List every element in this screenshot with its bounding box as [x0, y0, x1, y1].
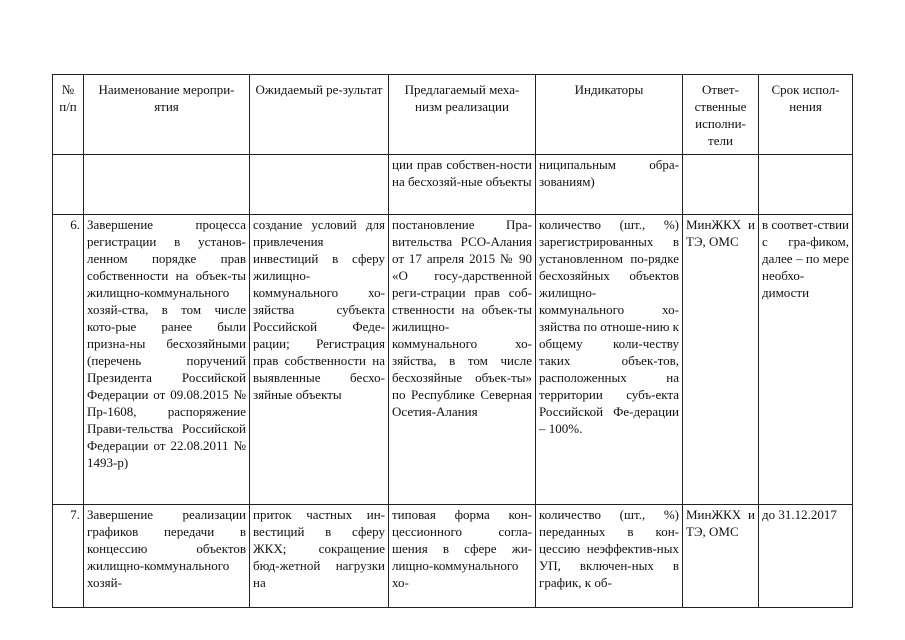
cont-deadline-cell [759, 155, 853, 215]
cont-result-cell [250, 155, 389, 215]
implementation-mechanism: типовая форма кон-цессионного согла-шения в сфере жи-лищно-коммунального хо- [389, 505, 536, 608]
cont-indicators-cell: ниципальным обра-зованиям) [536, 155, 683, 215]
indicators: количество (шт., %) зарегистрированных в установленном по-рядке бесхозяйных объектов жилищно-коммунального хо-зяйства по отноше-нию к общему коли-честву таких объек-тов, расположенных на территории субъ-екта Российской Фе-дерации – 100%. [536, 215, 683, 505]
table-row [53, 505, 853, 608]
deadline: в соответ-ствии с гра-фиком, далее – по мере необхо-димости [759, 215, 853, 505]
cont-name-cell [84, 155, 250, 215]
responsible-executors: МинЖКХ и ТЭ, ОМС [683, 505, 759, 608]
implementation-mechanism: постановление Пра-вительства РСО-Алания от 17 апреля 2015 № 90 «О госу-дарственной реги-страции прав соб-ственности на объек-ты жилищно-коммунального хо-зяйства, в том числе бесхозяйные объек-ты» по Республике Северная Осетия-Алания [389, 215, 536, 505]
table-header-row [53, 75, 853, 155]
measure-name: Завершение процесса регистрации в установ-ленном порядке прав собственности на объек-ты жилищно-коммунального хозяй-ства, в том числе кото-рые ранее были призна-ны бесхозяйными (перечень поручений Президента Российской Федерации от 09.08.2015 № Пр-1608, распоряжение Прави-тельства Российской Федерации от 22.08.2011 № 1493-р) [84, 215, 250, 505]
row-number: 7. [53, 505, 84, 608]
cont-responsible-cell [683, 155, 759, 215]
row-number: 6. [53, 215, 84, 505]
header-result: Ожидаемый ре-зультат [250, 75, 389, 155]
continuation-row [53, 155, 853, 215]
page-bottom-edge [52, 613, 853, 640]
header-indicators: Индикаторы [536, 75, 683, 155]
header-responsible: Ответ-ственные исполни-тели [683, 75, 759, 155]
header-num: № п/п [53, 75, 84, 155]
cont-num-cell [53, 155, 84, 215]
deadline: до 31.12.2017 [759, 505, 853, 608]
indicators: количество (шт., %) переданных в кон-цессию неэффектив-ных УП, включен-ных в график, к об- [536, 505, 683, 608]
cont-mechanism-cell: ции прав собствен-ности на бесхозяй-ные объекты [389, 155, 536, 215]
header-name: Наименование меропри-ятия [84, 75, 250, 155]
measure-name: Завершение реализации графиков передачи в концессию объектов жилищно-коммунального хозяй- [84, 505, 250, 608]
measures-table [52, 74, 853, 608]
header-mechanism: Предлагаемый меха-низм реализации [389, 75, 536, 155]
expected-result: создание условий для привлечения инвестиций в сферу жилищно-коммунального хо-зяйства субъекта Российской Феде-рации; Регистрация прав собственности на выявленные бесхо-зяйные объекты [250, 215, 389, 505]
header-deadline: Срок испол-нения [759, 75, 853, 155]
expected-result: приток частных ин-вестиций в сферу ЖКХ; сокращение бюд-жетной нагрузки на [250, 505, 389, 608]
table-row [53, 215, 853, 505]
responsible-executors: МинЖКХ и ТЭ, ОМС [683, 215, 759, 505]
